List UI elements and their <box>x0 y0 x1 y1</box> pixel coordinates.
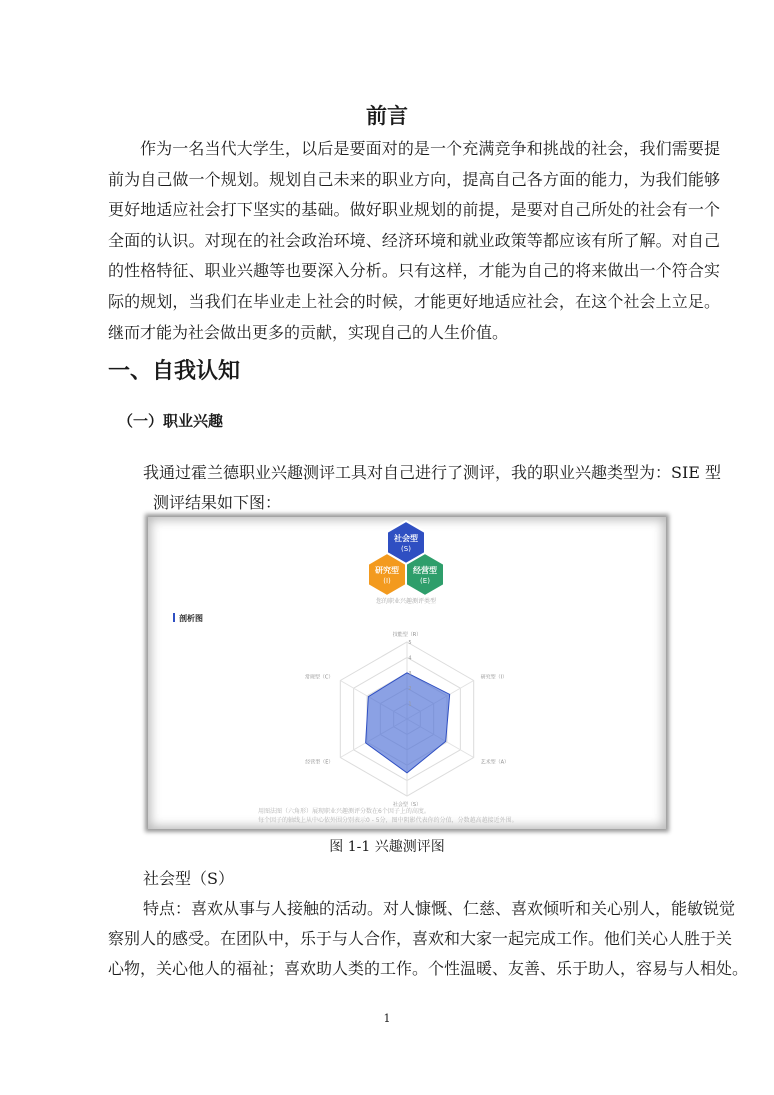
axis-label-artistic: 艺术型（A） <box>480 759 510 766</box>
subsection-heading: （一）职业兴趣 <box>118 412 224 430</box>
radar-scale-2: 2 <box>408 686 412 693</box>
type-heading: 社会型（S） <box>143 869 234 888</box>
radar-scale-5: 5 <box>408 640 412 646</box>
badge-enterprising-name: 经营型 <box>413 566 437 575</box>
badge-social-code: (S) <box>401 545 411 553</box>
radar-scale-4: 4 <box>408 655 412 662</box>
preface-paragraph: 作为一名当代大学生，以后是要面对的是一个充满竞争和挑战的社会，我们需要提前为自己做一个规划。规划自己未来的职业方向，提高自己各方面的能力，为我们能够更好地适应社会打下坚实的基础。做好职业规划的前提，是要对自己所处的社会有一个全面的认识。对现在的社会政治环境、经济环境和就业政策等都应该有所了解。对自己的性格特征、职业兴趣等也要深入分析。只有这样，才能为自己的将来做出一个符合实际的规划，当我们在毕业走上社会的时候，才能更好地适应社会，在这个社会上立足。继而才能为社会做出更多的贡献，实现自己的人生价值。 <box>108 139 720 342</box>
badge-investigative-code: (I) <box>383 577 391 585</box>
radar-scale-3: 3 <box>408 670 412 677</box>
axis-label-conventional: 常规型（C） <box>304 674 334 681</box>
radar-scale-1: 1 <box>408 701 412 708</box>
figure-caption: 图 1-1 兴趣测评图 <box>329 839 445 855</box>
badge-caption: 您的职业兴趣测评类型 <box>375 598 437 605</box>
traits-line-2: 察别人的感受。在团队中，乐于与人合作，喜欢和大家一起完成工作。他们关心人胜于关 <box>108 929 733 948</box>
traits-line-3: 心物，关心他人的福祉；喜欢助人类的工作。个性温暖、友善、乐于助人，容易与人相处。 <box>108 959 749 978</box>
figure-footnote-2: 每个因子的轴线上从中心依外围分别表示0 - 5分，图中阴影代表你的分值，分数越高越接近外围。 <box>258 817 518 824</box>
intro-line-1: 我通过霍兰德职业兴趣测评工具对自己进行了测评，我的职业兴趣类型为：SIE 型 <box>143 463 722 482</box>
badge-social-name: 社会型 <box>394 534 418 543</box>
axis-label-social: 社会型（S） <box>392 802 422 808</box>
interest-chart-svg <box>148 517 666 829</box>
axis-label-investigative: 研究型（I） <box>480 674 508 681</box>
section-heading: 一、自我认知 <box>108 359 241 384</box>
interest-test-figure <box>148 517 666 829</box>
traits-line-1: 特点：喜欢从事与人接触的活动。对人慷慨、仁慈、喜欢倾听和关心别人，能敏锐觉 <box>143 899 736 918</box>
section-marker <box>173 613 175 622</box>
axis-label-enterprising: 经营型（E） <box>305 759 334 766</box>
figure-footnote-1: 用图法图（六角形）展现职业兴趣测评分数在6个因子上的高度。 <box>258 808 430 815</box>
badge-investigative-name: 研究型 <box>375 566 399 575</box>
axis-label-realistic: 技能型（R） <box>392 632 422 638</box>
badge-enterprising-code: (E) <box>420 577 430 585</box>
analysis-label: 剖析图 <box>179 614 203 623</box>
intro-line-2: 测评结果如下图： <box>153 493 282 512</box>
page-number: 1 <box>383 1012 391 1025</box>
page-title: 前言 <box>366 104 408 128</box>
